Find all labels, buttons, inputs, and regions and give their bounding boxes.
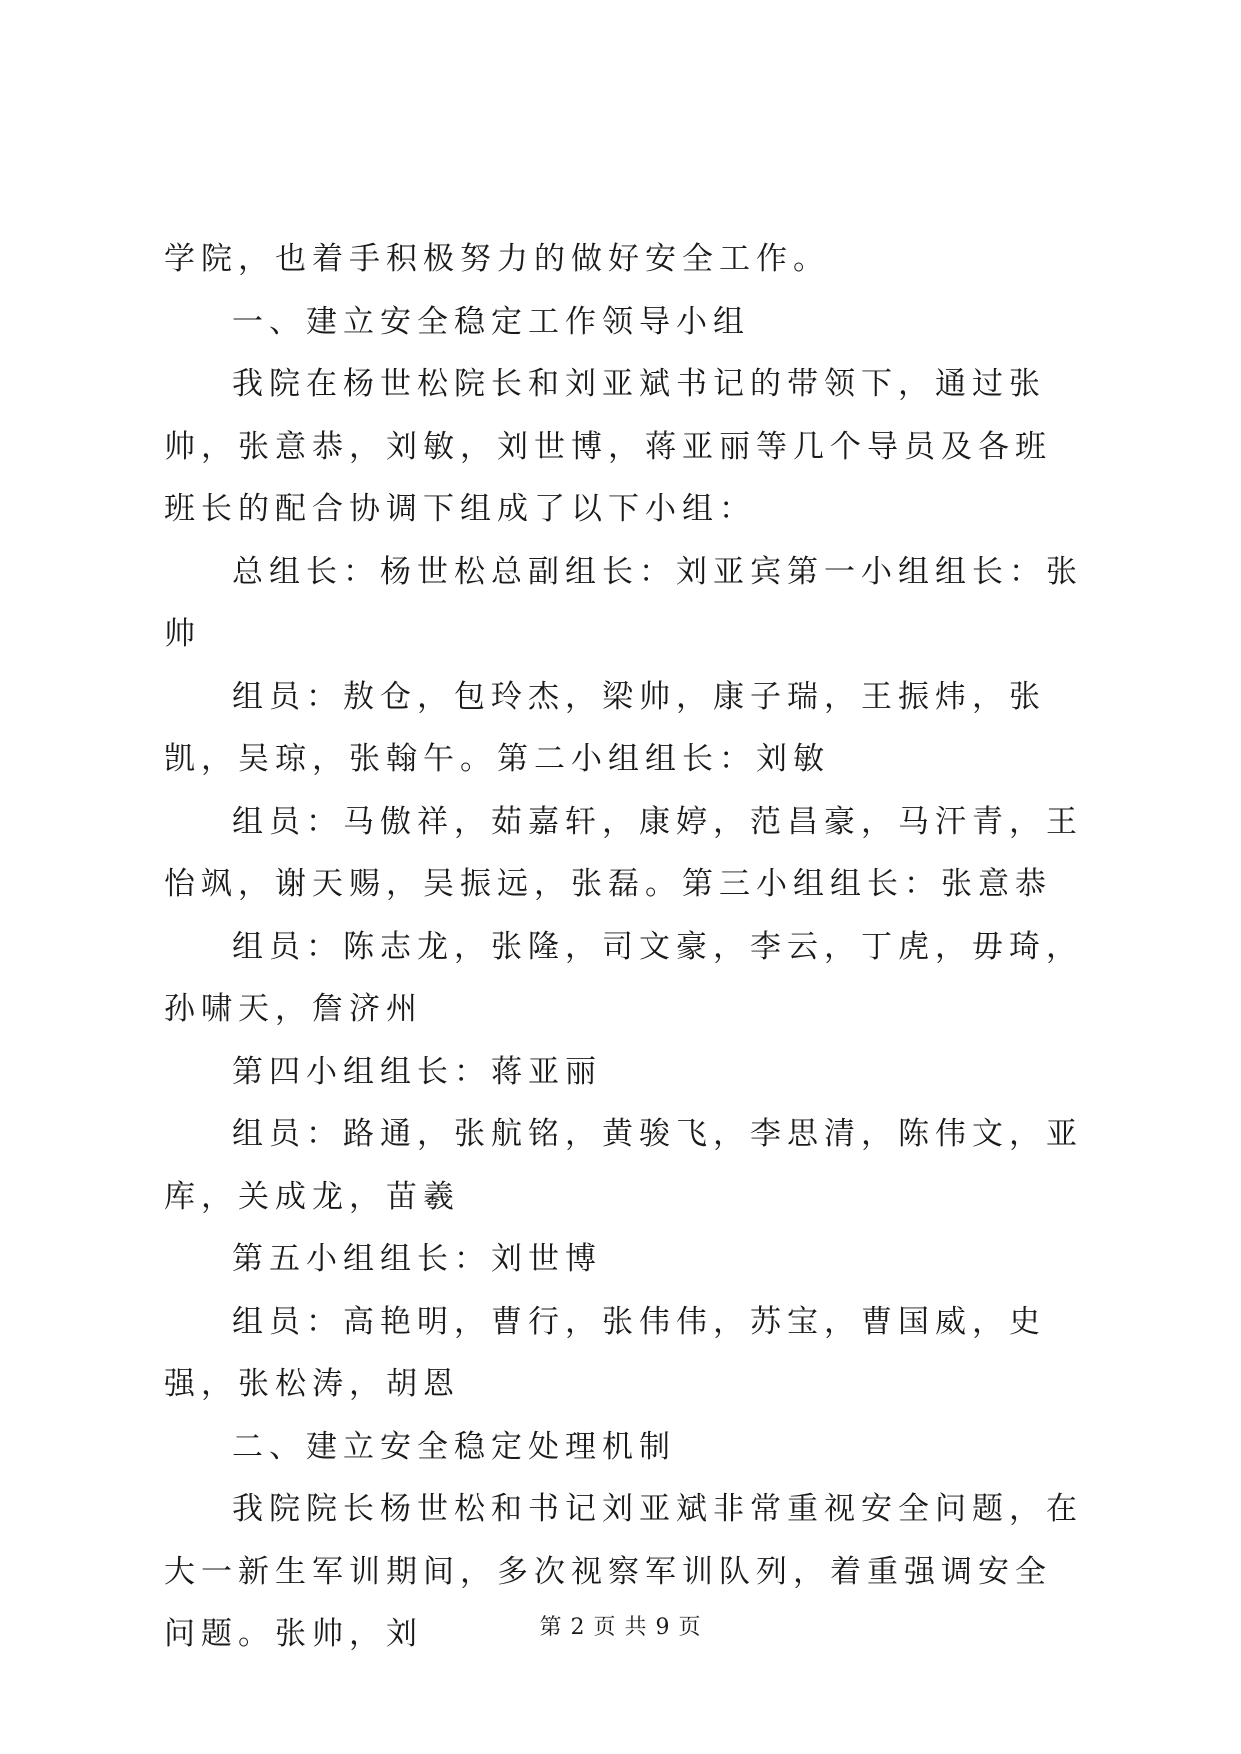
- page-number-footer: 第 2 页 共 9 页: [539, 1615, 702, 1640]
- paragraph-group-formation: 我院在杨世松院长和刘亚斌书记的带领下，通过张帅，张意恭，刘敏，刘世博，蒋亚丽等几个导员及各班班长的配合协调下组成了以下小组：: [164, 366, 1052, 527]
- paragraph-group-1-members: 组员：敖仓，包玲杰，梁帅，康子瑞，王振炜，张凯，吴琼，张翰午。第二小组组长：刘敏: [164, 678, 1046, 777]
- paragraph-group-3-members: 组员：陈志龙，张隆，司文豪，李云，丁虎，毋琦，孙啸天，詹济州: [164, 928, 1083, 1027]
- paragraph-group-5-leader: 第五小组组长：刘世博: [232, 1241, 602, 1277]
- paragraph-intro-continuation: 学院，也着手积极努力的做好安全工作。: [164, 241, 830, 277]
- paragraph-group-5-members: 组员：高艳明，曹行，张伟伟，苏宝，曹国威，史强，张松涛，胡恩: [164, 1303, 1046, 1402]
- paragraph-mechanism-details: 我院院长杨世松和书记刘亚斌非常重视安全问题，在大一新生军训期间，多次视察军训队列，着重强调安全问题。张帅，刘: [164, 1491, 1083, 1652]
- section-heading-handling-mechanism: 二、建立安全稳定处理机制: [232, 1428, 676, 1465]
- section-heading-leadership-group: 一、建立安全稳定工作领导小组: [232, 303, 750, 340]
- paragraph-group-4-members: 组员：路通，张航铭，黄骏飞，李思清，陈伟文，亚库，关成龙，苗羲: [164, 1116, 1083, 1215]
- paragraph-group-4-leader: 第四小组组长：蒋亚丽: [232, 1053, 602, 1090]
- paragraph-group-leaders: 总组长：杨世松总副组长：刘亚宾第一小组组长：张帅: [164, 553, 1083, 652]
- paragraph-group-2-members: 组员：马傲祥，茹嘉轩，康婷，范昌豪，马汗青，王怡飒，谢天赐，吴振远，张磊。第三小组组长：张意恭: [164, 803, 1083, 902]
- document-body: [164, 228, 1084, 1666]
